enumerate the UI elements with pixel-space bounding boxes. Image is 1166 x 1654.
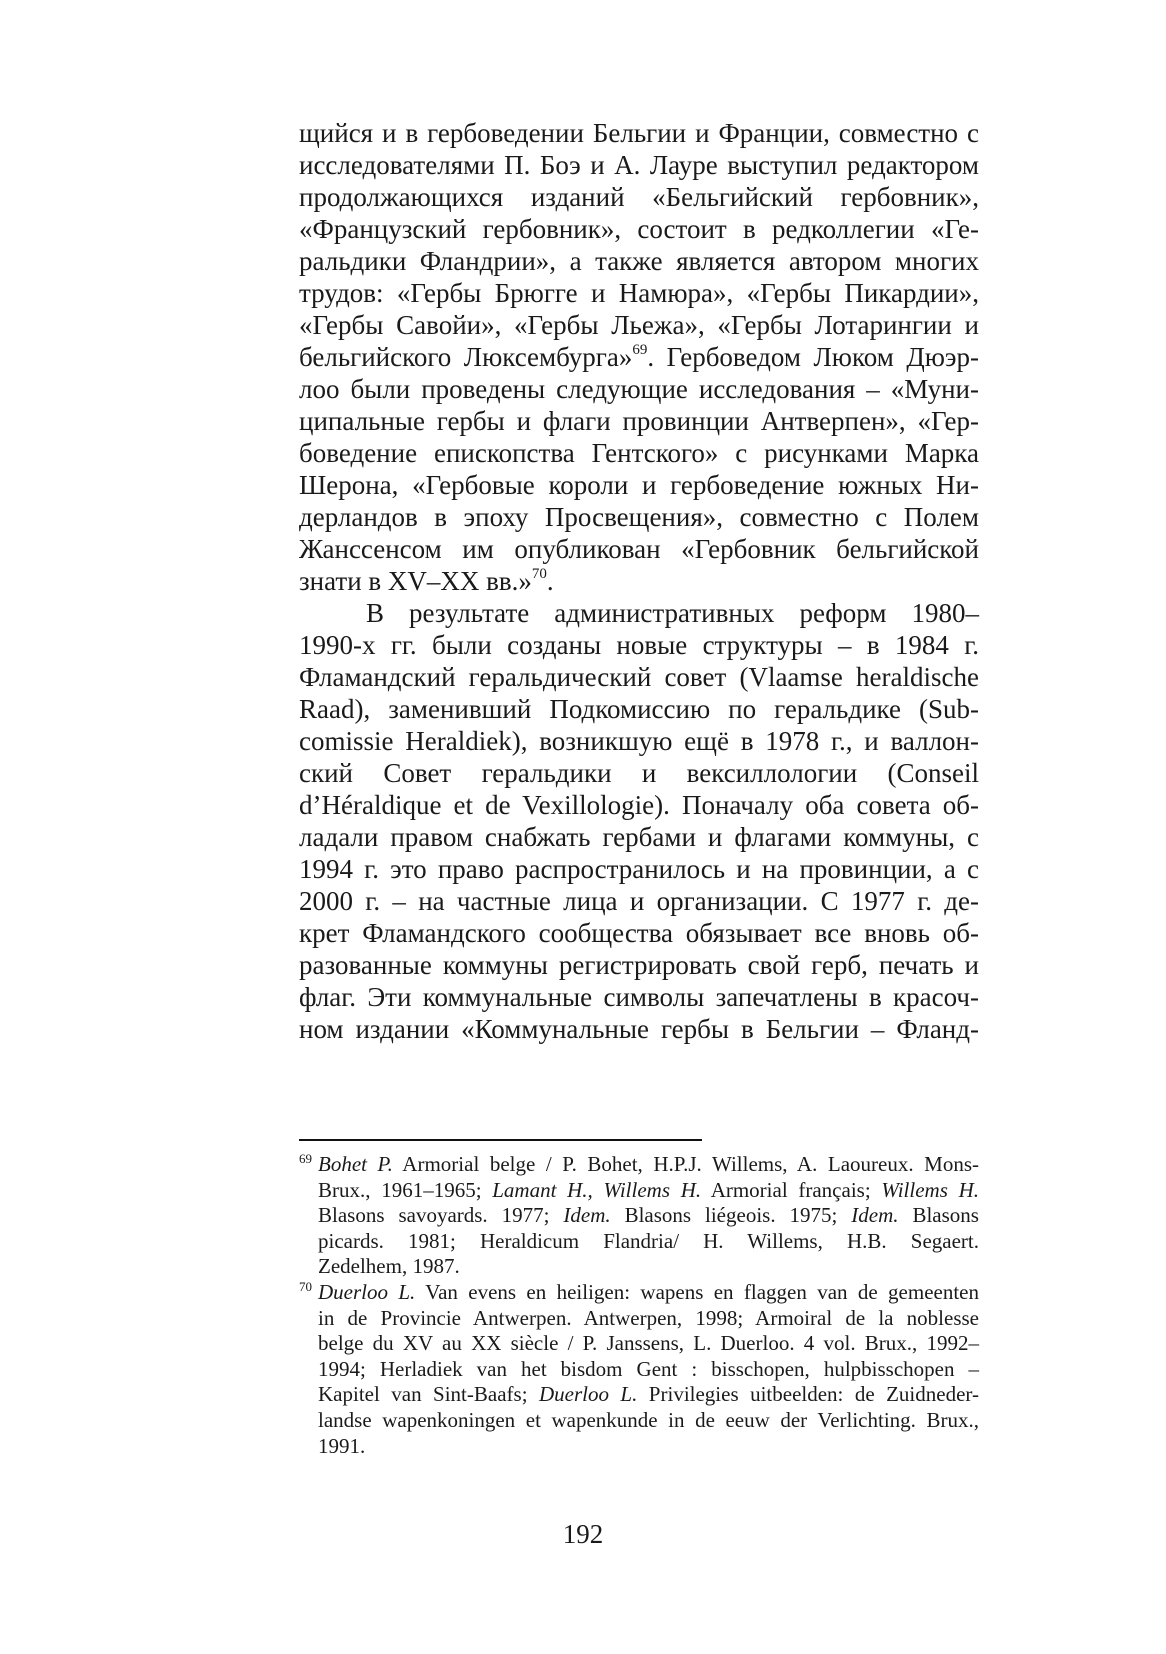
footnote-text: Blasons savoyards. 1977; (318, 1203, 564, 1228)
text-fragment: . Гербоведом Люком Дюэр- (647, 342, 979, 372)
text-line: Фламандский геральдический совет (Vlaamse heraldische (299, 662, 979, 692)
footnote-text: Brux., 1961–1965; (318, 1177, 493, 1202)
footnote-70-line: landse wapenkoningen et wapenkunde in de eeuw der Verlichting. Brux., (318, 1407, 979, 1432)
footnote-author: Bohet P. (318, 1152, 393, 1176)
text-line (299, 341, 979, 373)
text-line: исследователями П. Боэ и А. Лауре выступил редактором (299, 150, 979, 180)
page-number: 192 (562, 1519, 604, 1549)
footnote-text: Kapitel van Sint-Baafs; (318, 1382, 539, 1407)
footnote-69-line: picards. 1981; Heraldicum Flandria/ H. Willems, H.B. Segaert. (318, 1228, 979, 1253)
footnote-text: Blasons (898, 1203, 979, 1228)
footnote-ref-70[interactable]: 70 (531, 566, 547, 582)
footnote-70-line (299, 1382, 979, 1408)
text-line: продолжающихся изданий «Бельгийский гербовник», (299, 182, 979, 212)
text-line: трудов: «Гербы Брюгге и Намюра», «Гербы Пикардии», (299, 278, 979, 308)
text-line: 1994 г. это право распространилось и на провинции, а с (299, 854, 979, 884)
paragraph-first-line: В результате административных реформ 1980– (366, 598, 979, 628)
footnote-70-line: belge du XV au XX siècle / P. Janssens, L. Duerloo. 4 vol. Brux., 1992– (318, 1331, 979, 1356)
text-line: «Гербы Савойи», «Гербы Льежа», «Гербы Лотарингии и (299, 310, 979, 340)
footnote-text: Privilegies uitbeelden: de Zuidneder- (637, 1382, 979, 1407)
footnote-69-line: Zedelhem, 1987. (318, 1254, 460, 1279)
text-line: крет Фламандского сообщества обязывает все вновь об- (299, 918, 979, 948)
text-line: «Французский гербовник», состоит в редколлегии «Ге- (299, 214, 979, 244)
footnote-ref-69[interactable]: 69 (632, 342, 648, 358)
footnote-author: Idem. (563, 1203, 611, 1228)
text-line: разованные коммуны регистрировать свой герб, печать и (299, 950, 979, 980)
text-line: ном издании «Коммунальные гербы в Бельгии – Фланд- (299, 1014, 979, 1044)
footnote-author: Duerloo L. (538, 1382, 638, 1407)
footnote-69-line (299, 1203, 979, 1229)
footnote-number: 69 (299, 1151, 312, 1166)
footnote-70-line: 1994; Herladiek van het bisdom Gent : bisschopen, hulpbisschopen – (318, 1356, 979, 1381)
text-line: ципальные гербы и флаги провинции Антверпен», «Гер- (299, 406, 979, 436)
footnote-author: Idem. (851, 1203, 899, 1228)
text-line: ладали правом снабжать гербами и флагами коммуны, с (299, 822, 979, 852)
footnote-separator (299, 1139, 702, 1141)
text-line: ральдики Фландрии», а также является автором многих (299, 246, 979, 276)
footnote-70-line: 1991. (318, 1433, 366, 1458)
footnote-text: Armorial belge / P. Bohet, H.P.J. Willems, A. Laoureux. Mons- (392, 1152, 979, 1176)
footnote-number: 70 (299, 1278, 312, 1294)
footnote-author: Lamant H., Willems H. (492, 1177, 702, 1202)
footnote-author: Duerloo L. (318, 1279, 416, 1304)
text-line: 1990-х гг. были созданы новые структуры – в 1984 г. (299, 630, 979, 660)
footnote-69-line (299, 1152, 979, 1178)
text-line: d’Héraldique et de Vexillologie). Поначалу оба совета об- (299, 790, 979, 820)
footnote-text: Blasons liégeois. 1975; (610, 1203, 852, 1228)
text-line (299, 565, 979, 597)
footnote-70-line: in de Provincie Antwerpen. Antwerpen, 1998; Armoiral de la noblesse (318, 1305, 979, 1330)
text-line: ский Совет геральдики и вексиллологии (Conseil (299, 758, 979, 788)
footnote-text: Armorial français; (701, 1177, 882, 1202)
text-fragment: бельгийского Люксембурга» (299, 342, 633, 372)
footnote-author: Willems H. (881, 1177, 979, 1202)
text-line: флаг. Эти коммунальные символы запечатлены в красоч- (299, 982, 979, 1012)
text-fragment: . (546, 566, 554, 596)
footnotes (299, 1152, 979, 1459)
text-fragment: знати в XV–XX вв.» (299, 566, 532, 596)
text-line: щийся и в гербоведении Бельгии и Франции, совместно с (299, 118, 979, 148)
footnote-69-line (299, 1178, 979, 1204)
text-line: боведение епископства Гентского» с рисунками Марка (299, 438, 979, 468)
text-line: лоо были проведены следующие исследования – «Муни- (299, 374, 979, 404)
footnote-70-line (299, 1280, 979, 1306)
text-line: Шерона, «Гербовые короли и гербоведение южных Ни- (299, 470, 979, 500)
text-line: Жанссенсом им опубликован «Гербовник бельгийской (299, 534, 979, 564)
text-line: comissie Heraldiek), возникшую ещё в 1978 г., и валлон- (299, 726, 979, 756)
main-text (299, 117, 979, 1045)
text-line: дерландов в эпоху Просвещения», совместно с Полем (299, 502, 979, 532)
footnote-text: Van evens en heiligen: wapens en flaggen van de gemeenten (415, 1279, 979, 1304)
text-line: Raad), заменивший Подкомиссию по геральдике (Sub- (299, 694, 979, 724)
text-line: 2000 г. – на частные лица и организации. С 1977 г. де- (299, 886, 979, 916)
